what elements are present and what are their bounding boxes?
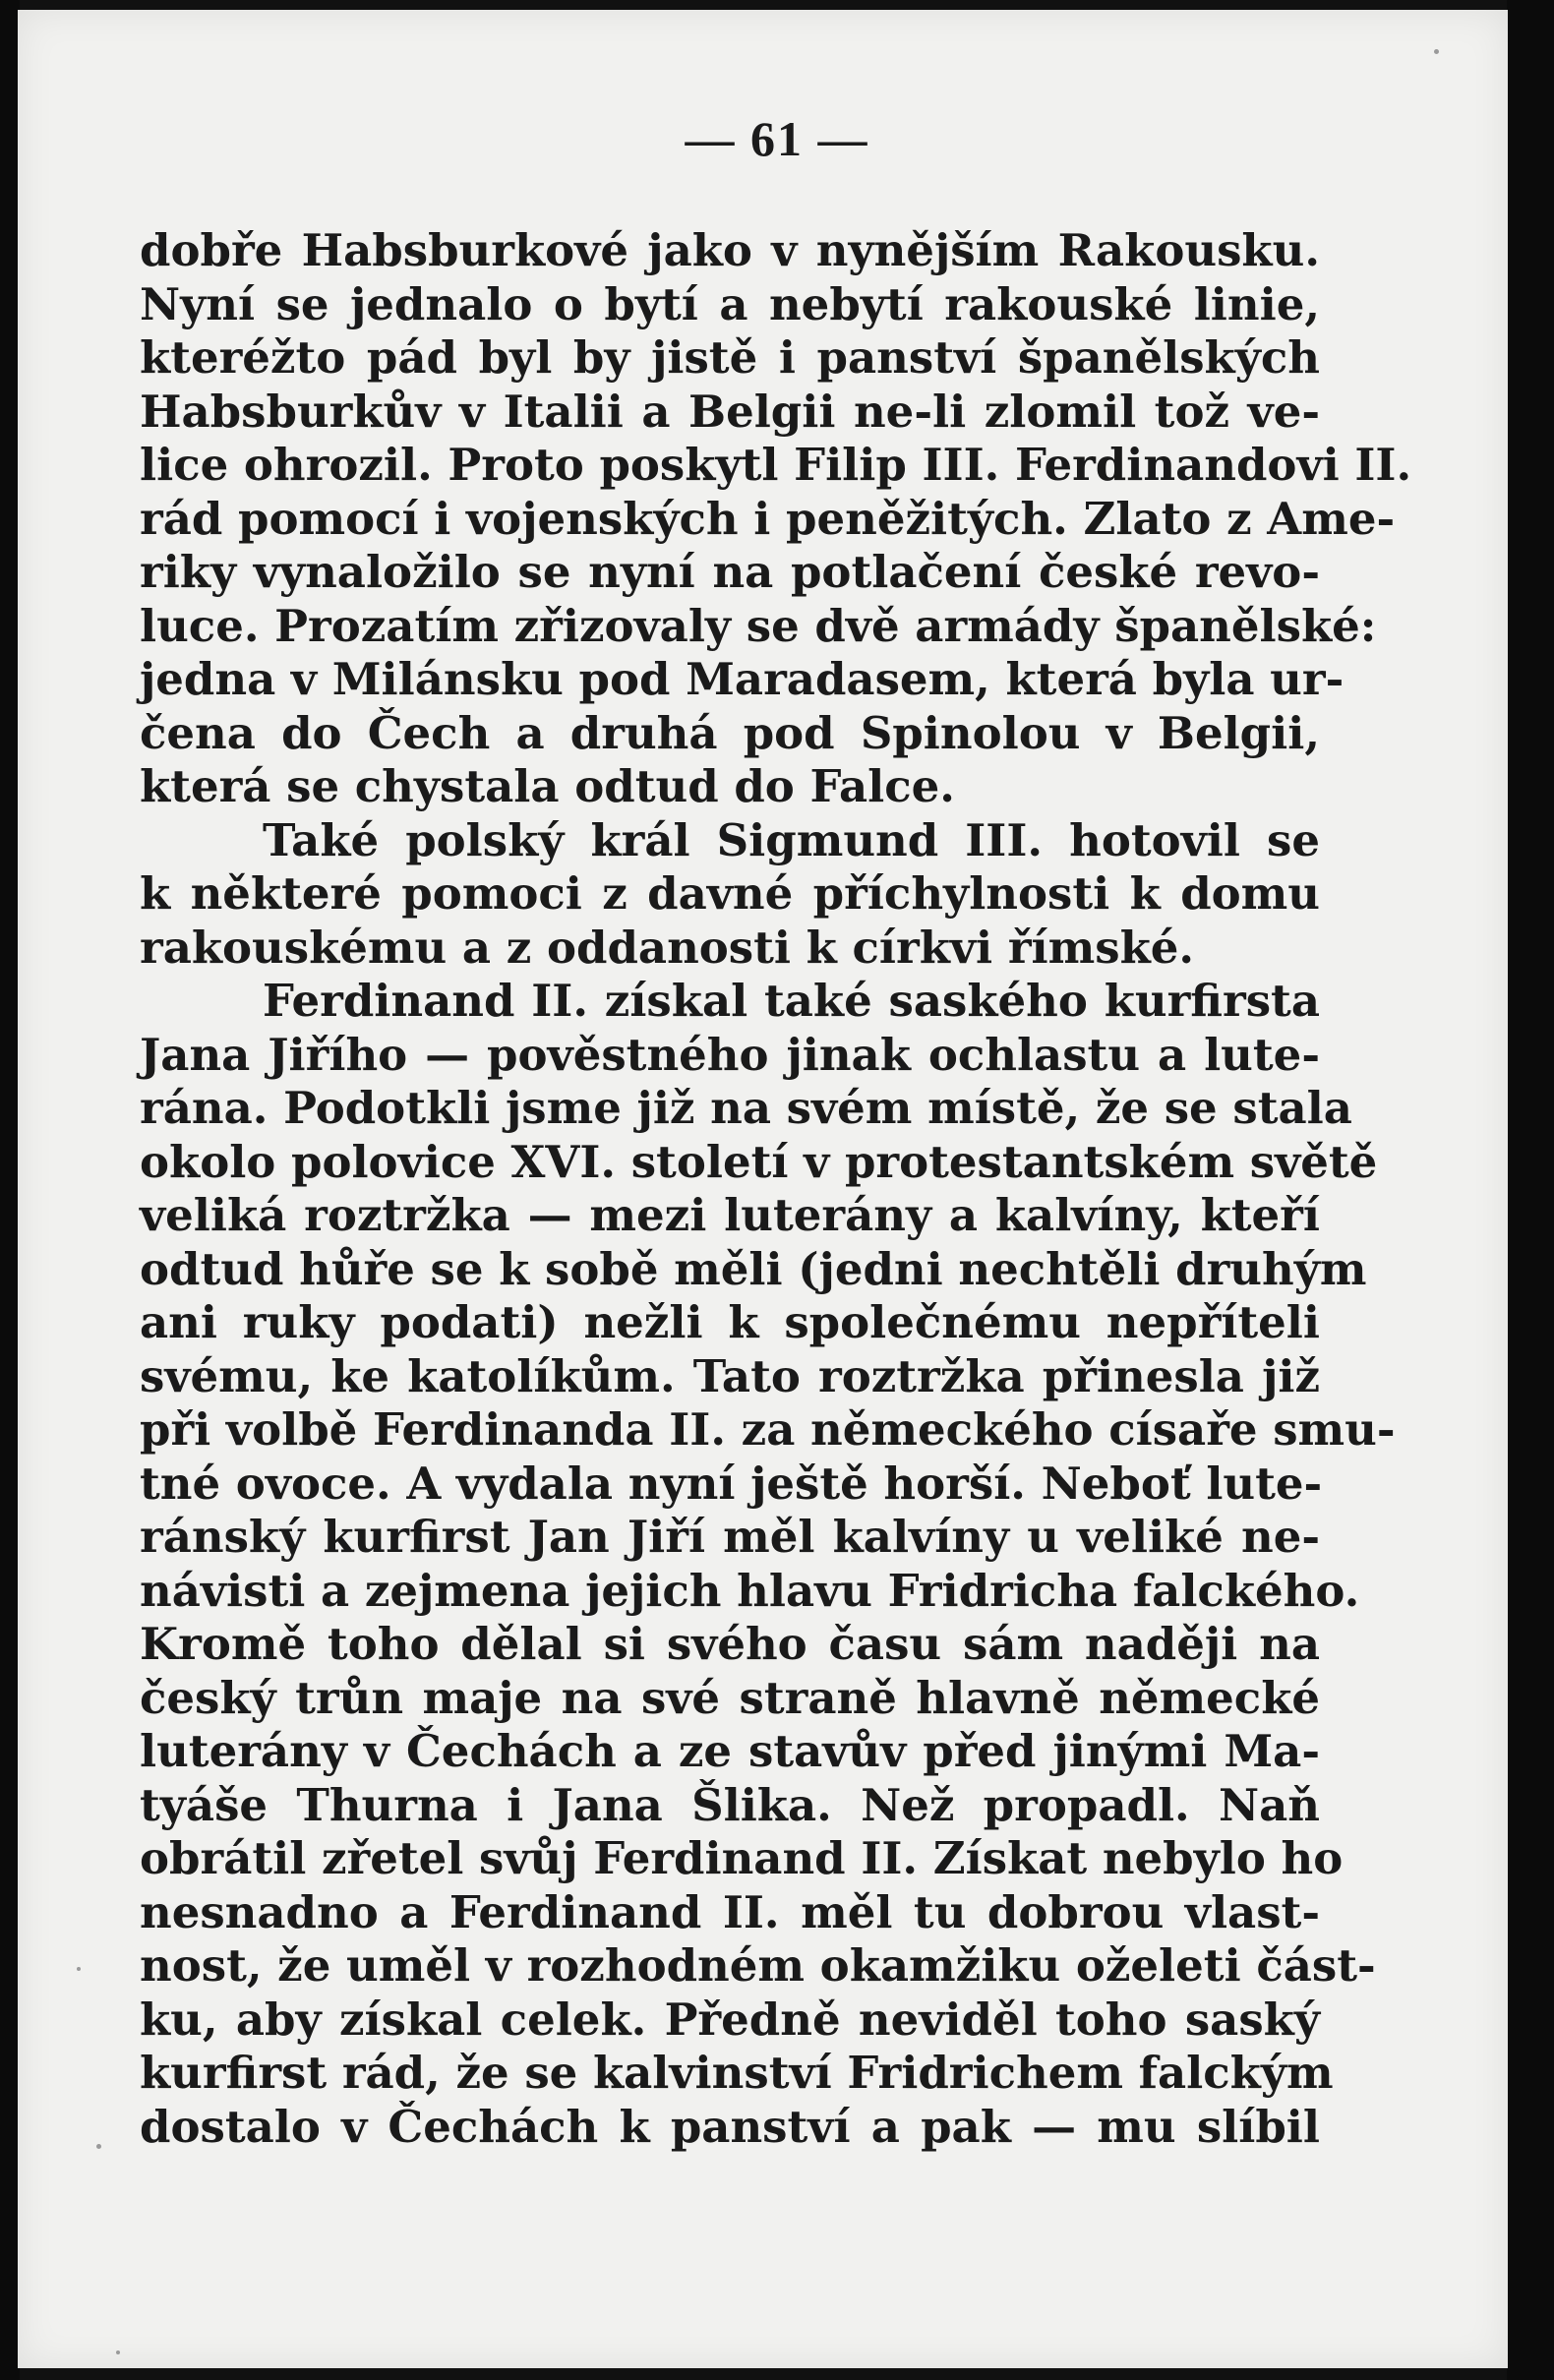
scan-left-edge — [0, 0, 20, 2380]
text-line: jedna v Milánsku pod Maradasem, která byla ur- — [140, 653, 1345, 705]
paper-speck — [1434, 49, 1439, 54]
page-number: — 61 — — [685, 111, 869, 166]
text-line: kurfirst rád, že se kalvinství Fridrichem falckým — [140, 2047, 1334, 2099]
text-line: obrátil zřetel svůj Ferdinand II. Získat nebylo ho — [140, 1832, 1344, 1884]
text-line: Nyní se jednalo o bytí a nebytí rakouské linie, — [140, 277, 1320, 330]
text-line: Také polský král Sigmund III. hotovil se — [263, 813, 1320, 866]
paper-speck — [96, 2144, 101, 2149]
text-line: při volbě Ferdinanda II. za německého císaře smu- — [140, 1403, 1396, 1456]
body-text — [140, 224, 1412, 2154]
text-line: okolo polovice XVI. století v protestantském světě — [140, 1135, 1378, 1188]
paper-speck — [116, 2350, 120, 2354]
paper-speck — [77, 1967, 81, 1971]
text-line: luce. Prozatím zřizovaly se dvě armády španělské: — [140, 599, 1377, 652]
text-line: nost, že uměl v rozhodném okamžiku oželeti část- — [140, 1939, 1376, 1992]
text-line: dobře Habsburkové jako v nynějším Rakousku. — [140, 224, 1320, 276]
text-line: luterány v Čechách a ze stavův před jinými Ma- — [140, 1725, 1320, 1777]
text-line: ránský kurfirst Jan Jiří měl kalvíny u veliké ne- — [140, 1511, 1320, 1563]
text-line: veliká roztržka — mezi luterány a kalvíny, kteří — [140, 1189, 1320, 1241]
text-line: odtud hůře se k sobě měli (jedni nechtěli druhým — [140, 1242, 1367, 1295]
text-line: návisti a zejmena jejich hlavu Fridricha falckého. — [140, 1564, 1360, 1617]
text-line: Kromě toho dělal si svého času sám naději na — [140, 1618, 1320, 1670]
text-line: která se chystala odtud do Falce. — [140, 760, 955, 812]
scan-right-edge — [1507, 0, 1554, 2380]
text-line: rakouskému a z oddanosti k církvi římské. — [140, 921, 1195, 974]
text-line: riky vynaložilo se nyní na potlačení české revo- — [140, 546, 1320, 598]
text-line: svému, ke katolíkům. Tato roztržka přinesla již — [140, 1349, 1320, 1402]
text-line: k některé pomoci z davné příchylnosti k domu — [140, 867, 1320, 920]
text-line: tné ovoce. A vydala nyní ještě horší. Neboť lute- — [140, 1457, 1323, 1510]
text-line: rána. Podotkli jsme již na svém místě, že se stala — [140, 1082, 1352, 1134]
text-line: kteréžto pád byl by jistě i panství španělských — [140, 331, 1320, 384]
text-line: Habsburkův v Italii a Belgii ne-li zlomil tož ve- — [140, 385, 1320, 438]
text-line: ku, aby získal celek. Předně neviděl toho saský — [140, 1993, 1320, 2046]
text-line: český trůn maje na své straně hlavně německé — [140, 1671, 1320, 1724]
text-line: tyáše Thurna i Jana Šlika. Než propadl. Naň — [140, 1778, 1320, 1831]
text-line: nesnadno a Ferdinand II. měl tu dobrou vlast- — [140, 1885, 1320, 1938]
text-line: Ferdinand II. získal také saského kurfirsta — [263, 975, 1320, 1027]
text-line: Jana Jiřího — pověstného jinak ochlastu a lute- — [140, 1028, 1320, 1081]
text-line: rád pomocí i vojenských i peněžitých. Zlato z Ame- — [140, 492, 1396, 545]
text-line: dostalo v Čechách k panství a pak — mu slíbil — [140, 2100, 1320, 2153]
text-line: čena do Čech a druhá pod Spinolou v Belgii, — [140, 706, 1320, 759]
text-line: lice ohrozil. Proto poskytl Filip III. Ferdinandovi II. — [140, 439, 1412, 491]
text-line: ani ruky podati) nežli k společnému nepříteli — [140, 1296, 1320, 1348]
